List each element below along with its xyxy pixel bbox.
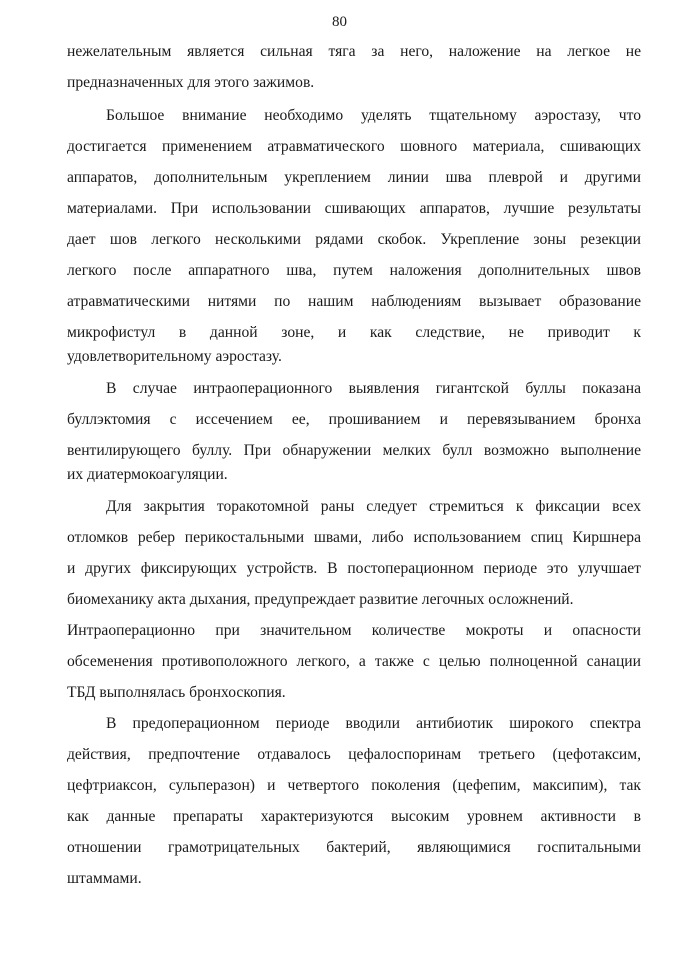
text-line: цефтриаксон, сульперазон) и четвертого поколения (цефепим, максипим), так	[67, 777, 641, 794]
text-line: отношении грамотрицательных бактерий, являющимися госпитальными	[67, 839, 641, 856]
text-line: и других фиксирующих устройств. В постоперационном периоде это улучшает	[67, 560, 641, 577]
text-line: предназначенных для этого зажимов.	[67, 74, 315, 91]
text-line: действия, предпочтение отдавалось цефалоспоринам третьего (цефотаксим,	[67, 746, 641, 763]
text-line: легкого после аппаратного шва, путем наложения дополнительных швов	[67, 262, 641, 279]
page-number: 80	[332, 14, 347, 30]
text-line: ТБД выполнялась бронхоскопия.	[67, 684, 286, 701]
text-line: материалами. При использовании сшивающих аппаратов, лучшие результаты	[67, 200, 641, 217]
text-line: обсеменения противоположного легкого, а также с целью полноценной санации	[67, 653, 641, 670]
text-line: атравматическими нитями по нашим наблюдениям вызывает образование	[67, 293, 641, 310]
text-line: В предоперационном периоде вводили антибиотик широкого спектра	[106, 715, 641, 732]
text-line: микрофистул в данной зоне, и как следствие, не приводит к	[67, 324, 641, 341]
text-line: нежелательным является сильная тяга за него, наложение на легкое не	[67, 43, 641, 60]
text-line: как данные препараты характеризуются высоким уровнем активности в	[67, 808, 641, 825]
text-line: В случае интраоперационного выявления гигантской буллы показана	[106, 380, 641, 397]
text-line: их диатермокоагуляции.	[67, 466, 228, 483]
text-line: буллэктомия с иссечением ее, прошиванием и перевязыванием бронха	[67, 411, 641, 428]
text-line: Интраоперационно при значительном количестве мокроты и опасности	[67, 622, 641, 639]
text-line: штаммами.	[67, 870, 142, 887]
text-line: дает шов легкого несколькими рядами скобок. Укрепление зоны резекции	[67, 231, 641, 248]
text-line: аппаратов, дополнительным укреплением линии шва плеврой и другими	[67, 169, 641, 186]
text-line: удовлетворительному аэростазу.	[67, 348, 282, 365]
text-line: Большое внимание необходимо уделять тщательному аэростазу, что	[106, 107, 641, 124]
text-line: биомеханику акта дыхания, предупреждает развитие легочных осложнений.	[67, 591, 574, 608]
text-line: достигается применением атравматического шовного материала, сшивающих	[67, 138, 641, 155]
text-line: вентилирующего буллу. При обнаружении мелких булл возможно выполнение	[67, 442, 641, 459]
text-line: отломков ребер перикостальными швами, либо использованием спиц Киршнера	[67, 529, 641, 546]
text-line: Для закрытия торакотомной раны следует стремиться к фиксации всех	[106, 498, 641, 515]
